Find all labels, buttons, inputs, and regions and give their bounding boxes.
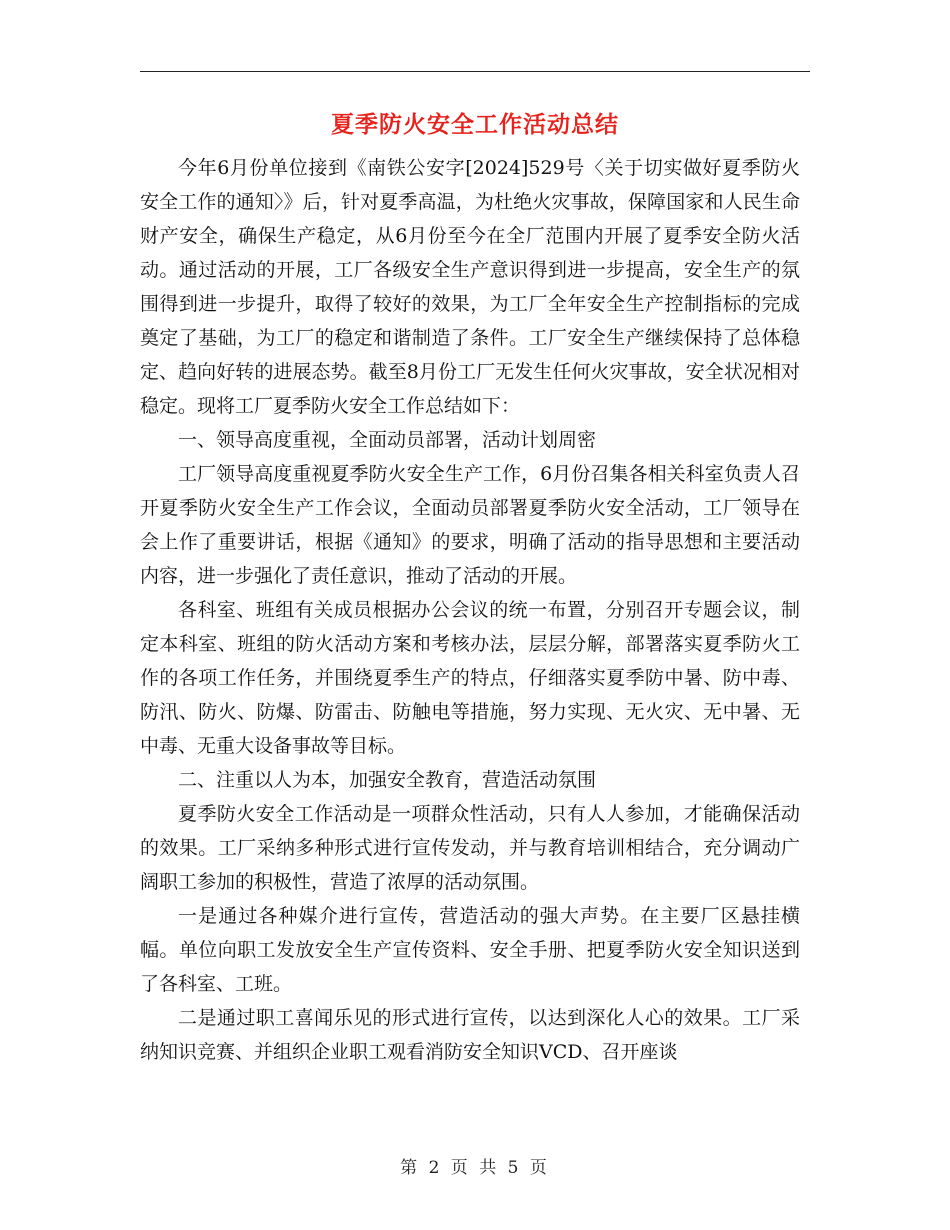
paragraph: 各科室、班组有关成员根据办公会议的统一布置，分别召开专题会议，制定本科室、班组的防火活动方案和考核办法，层层分解，部署落实夏季防火工作的各项工作任务，并围绕夏季生产的特点，仔细落实夏季防中暑、防中毒、防汛、防火、防爆、防雷击、防触电等措施，努力实现、无火灾、无中暑、无中毒、无重大设备事故等目标。	[140, 599, 800, 757]
paragraph: 工厂领导高度重视夏季防火安全生产工作，6月份召集各相关科室负责人召开夏季防火安全生产工作会议，全面动员部署夏季防火安全活动，工厂领导在会上作了重要讲话，根据《通知》的要求，明确了活动的指导思想和主要活动内容，进一步强化了责任意识，推动了活动的开展。	[140, 463, 800, 587]
document-title: 夏季防火安全工作活动总结	[331, 111, 619, 138]
paragraph: 二是通过职工喜闻乐见的形式进行宣传，以达到深化人心的效果。工厂采纳知识竞赛、并组织企业职工观看消防安全知识VCD、召开座谈	[140, 1007, 800, 1063]
paragraph-intro: 今年6月份单位接到《南铁公安字[2024]529号〈关于切实做好夏季防火安全工作的通知〉》后，针对夏季高温，为杜绝火灾事故，保障国家和人民生命财产安全，确保生产稳定，从6月份至今在全厂范围内开展了夏季安全防火活动。通过活动的开展，工厂各级安全生产意识得到进一步提高，安全生产的氛围得到进一步提升，取得了较好的效果，为工厂全年安全生产控制指标的完成奠定了基础，为工厂的稳定和谐制造了条件。工厂安全生产继续保持了总体稳定、趋向好转的进展态势。截至8月份工厂无发生任何火灾事故，安全状况相对稳定。现将工厂夏季防火安全工作总结如下：	[140, 157, 800, 417]
section-heading-1: 一、领导高度重视，全面动员部署，活动计划周密	[178, 429, 597, 451]
section-heading-2: 二、注重以人为本，加强安全教育，营造活动氛围	[178, 769, 597, 791]
document-body	[140, 151, 800, 1069]
paragraph: 一是通过各种媒介进行宣传，营造活动的强大声势。在主要厂区悬挂横幅。单位向职工发放安全生产宣传资料、安全手册、把夏季防火安全知识送到了各科室、工班。	[140, 905, 800, 995]
header-rule	[140, 71, 810, 72]
paragraph: 夏季防火安全工作活动是一项群众性活动，只有人人参加，才能确保活动的效果。工厂采纳多种形式进行宣传发动，并与教育培训相结合，充分调动广阔职工参加的积极性，营造了浓厚的活动氛围。	[140, 803, 800, 893]
page-number-footer: 第 2 页 共 5 页	[400, 1158, 550, 1178]
